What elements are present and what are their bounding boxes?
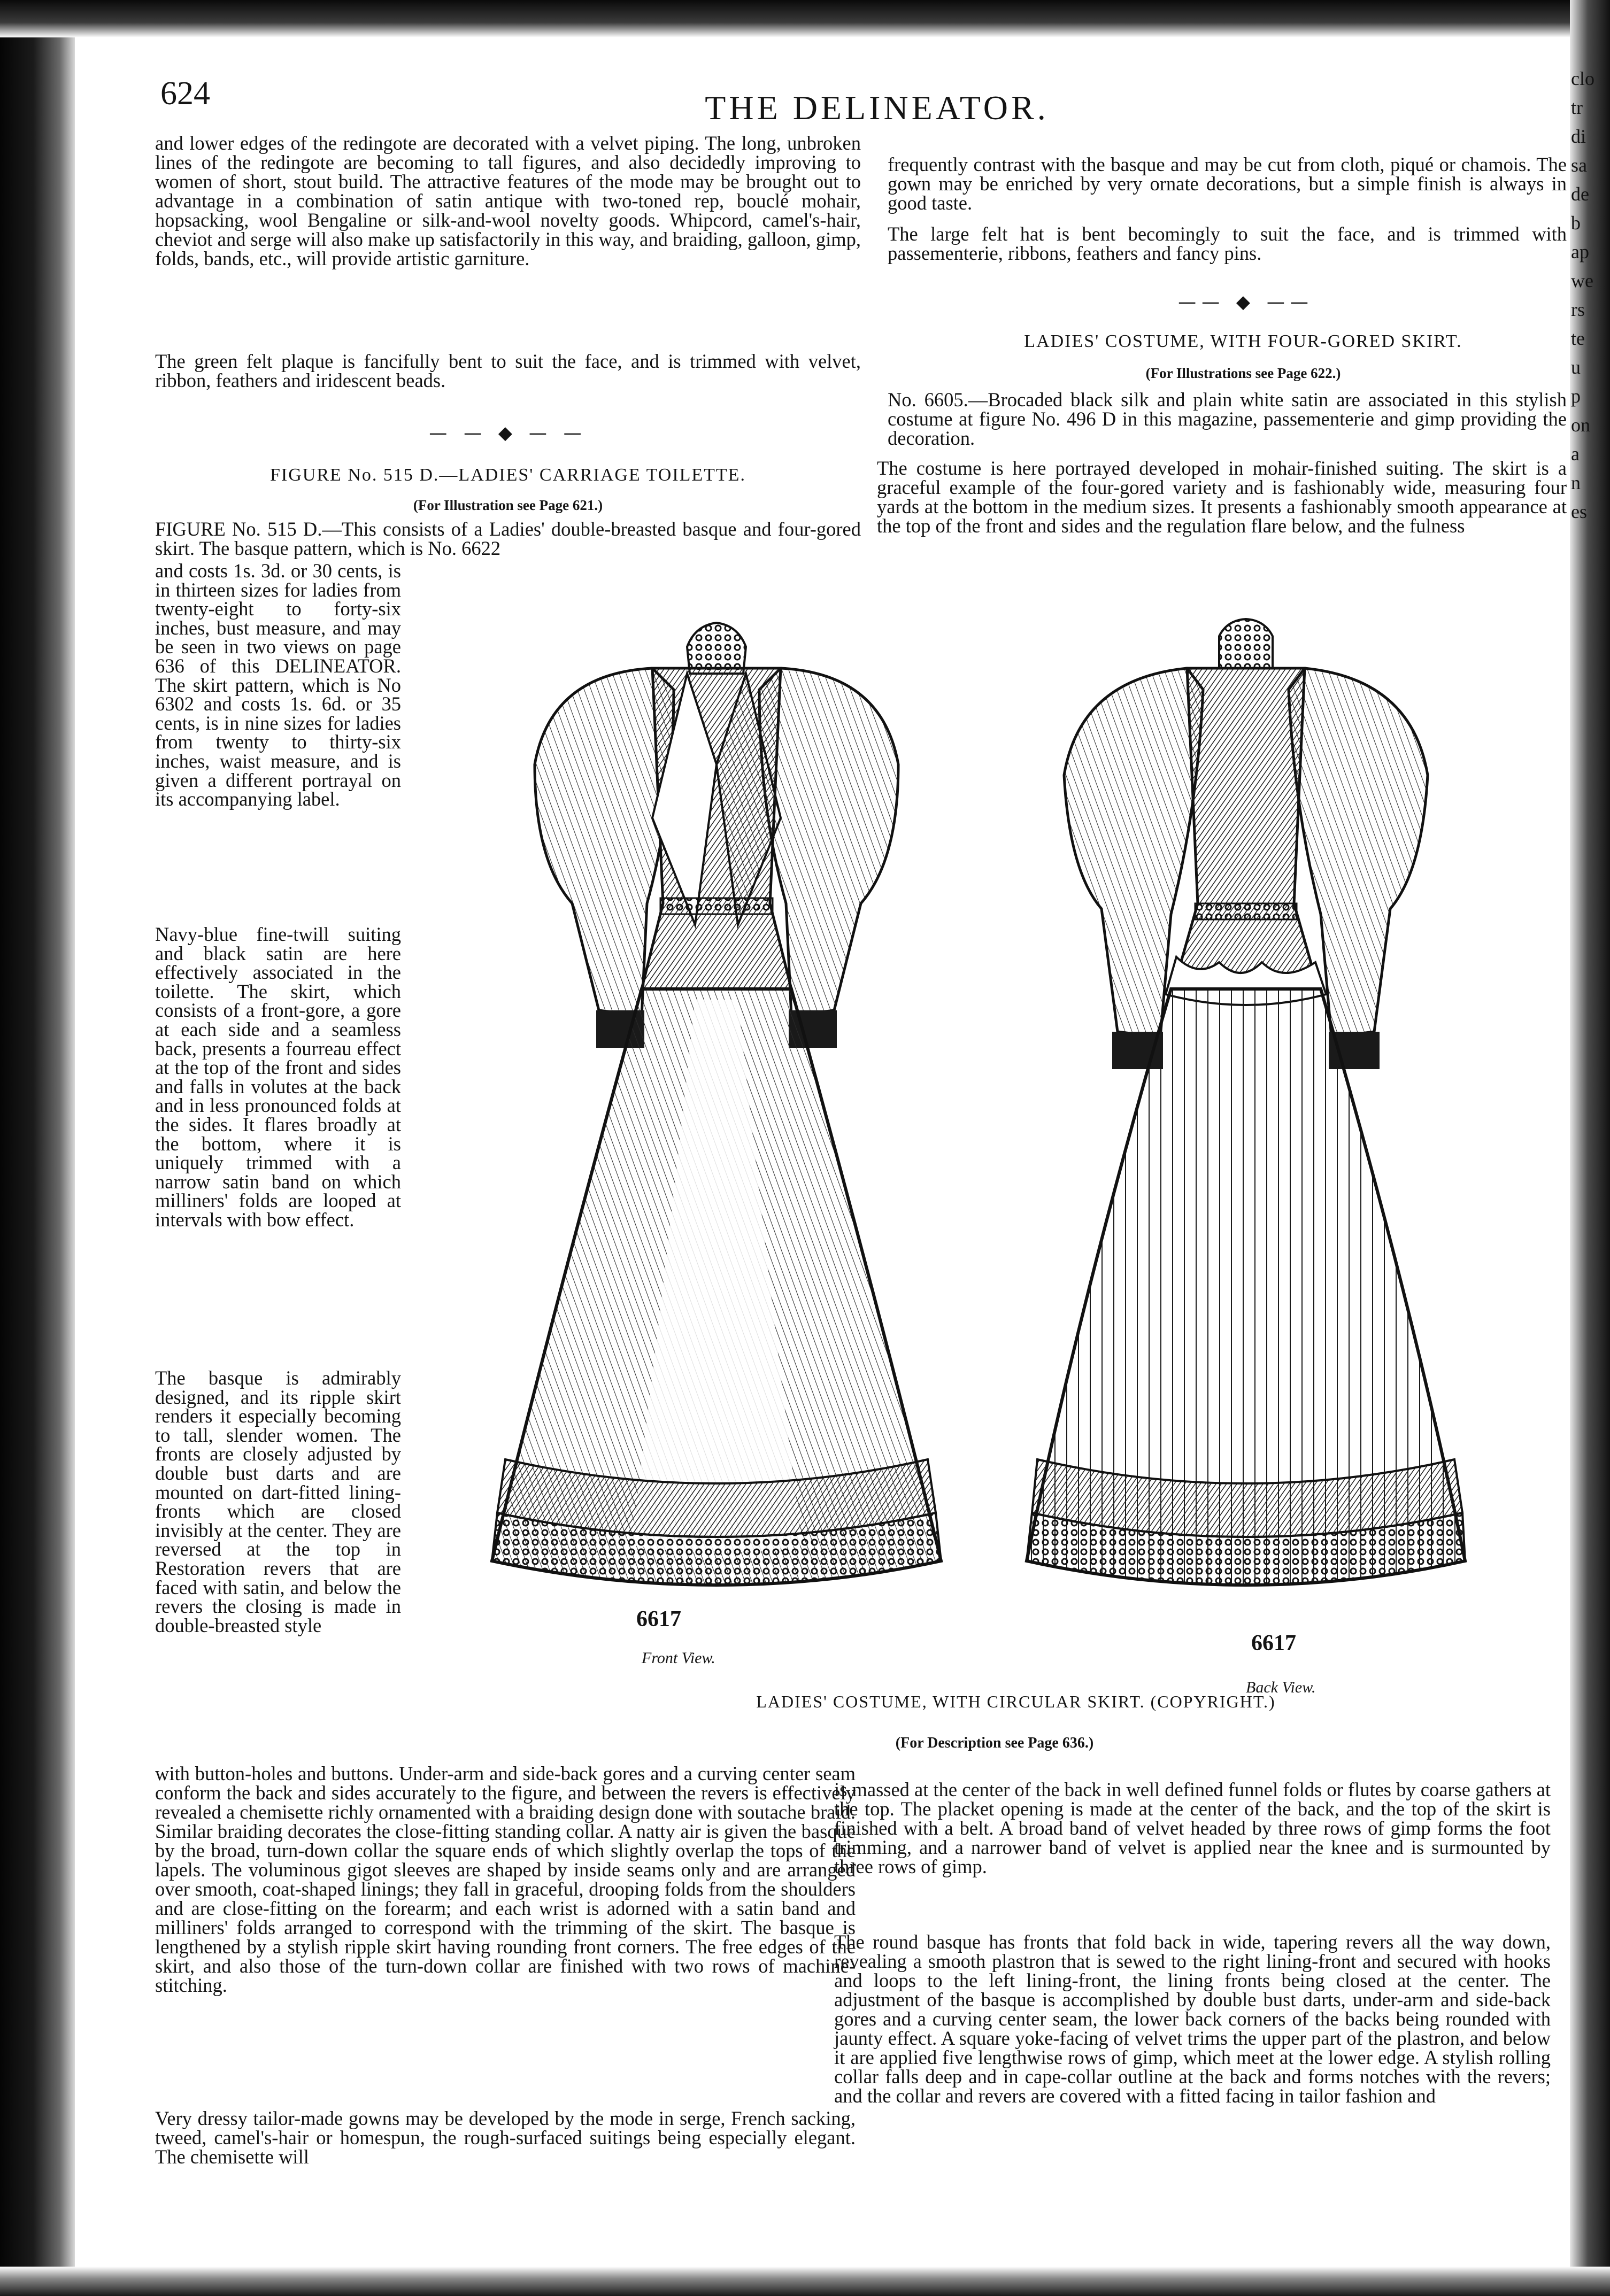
- plate-caption: LADIES' COSTUME, WITH CIRCULAR SKIRT. (COPYRIGHT.): [756, 1692, 1276, 1711]
- bleed-fragment: es: [1571, 501, 1587, 522]
- bleed-fragment: u: [1571, 357, 1581, 378]
- bleed-fragment: tr: [1571, 97, 1583, 118]
- bleed-fragment: n: [1571, 472, 1581, 493]
- scan-margin-left: [0, 0, 75, 2296]
- section-divider-ornament: — — ◆ — —: [429, 422, 587, 444]
- adjacent-page-bleed: [1571, 64, 1606, 706]
- bleed-fragment: de: [1571, 183, 1589, 205]
- bleed-fragment: te: [1571, 328, 1585, 349]
- bleed-fragment: p: [1571, 385, 1581, 407]
- left-bottom-paragraph: with button-holes and buttons. Under-arm and side-back gores and a curving center seam conform the back and sides accurately to the figure, and between the revers is effectively revealed a chemisette richly ornamented with a braiding design done with soutache braid. Similar braiding decorates the close-fitting standing collar. A natty air is given the basque by the broad, turn-down collar the square ends of which slightly overlap the tops of the lapels. The voluminous gigot sleeves are shaped by inside seams only and are arranged over smooth, coat-shaped linings; they fall in graceful, drooping folds from the shoulders and are close-fitting on the forearm; and each wrist is adorned with a satin band and milliners' folds arranged to correspond with the trimming of the skirt. The basque is lengthened by a stylish ripple skirt having rounding front corners. The free edges of the skirt, and also those of the turn-down collar are finished with two rows of machine-stitching.: [155, 1762, 856, 1996]
- back-view-figure: [1027, 619, 1465, 1585]
- bleed-fragment: we: [1571, 270, 1593, 291]
- costume-engraving: [396, 604, 1540, 1636]
- scan-margin-bottom: [0, 2267, 1610, 2296]
- narrow-column-para-2: Navy-blue fine-twill suiting and black satin are here effectively associated in the toilette. The skirt, which consists of a front-gore, a gore at each side and a seamless back, presents a fourreau effect at the top of the front and sides and falls in volutes at the back and in less pronounced folds at the sides. It flares broadly at the bottom, where it is uniquely trimmed with a narrow satin band on which milliners' folds are looped at intervals with bow effect.: [155, 923, 401, 1231]
- figure-title: FIGURE No. 515 D.—LADIES' CARRIAGE TOILETTE.: [270, 465, 746, 485]
- right-bottom-paragraph: is massed at the center of the back in well defined funnel folds or flutes by coarse gathers at the top. The placket opening is made at the center of the back, and the top of the skirt is finished with a belt. A broad band of velvet headed by three rows of gimp forms the foot trimming, and a narrower band of velvet is applied near the knee and is surmounted by three rows of gimp.: [834, 1779, 1551, 1877]
- front-view-number: 6617: [636, 1607, 681, 1632]
- left-top-paragraph-2: The green felt plaque is fancifully bent to suit the face, and is trimmed with velvet, ribbon, feathers and iridescent beads.: [155, 350, 861, 391]
- bleed-fragment: ap: [1571, 241, 1589, 262]
- bleed-fragment: b: [1571, 212, 1581, 234]
- left-bottom-paragraph-2: Very dressy tailor-made gowns may be developed by the mode in serge, French sacking, tweed, camel's-hair or homespun, the rough-surfaced suitings being especially elegant. The chemisette will: [155, 2107, 856, 2168]
- right-intro-2: The costume is here portrayed developed in mohair-finished suiting. The skirt is a graceful example of the four-gored variety and is fashionably wide, measuring four yards at the bottom in the medium sizes. It presents a fashionably smooth appearance at the top of the front and sides and the regulation flare below, and the fulness: [877, 457, 1567, 537]
- front-view-label: Front View.: [642, 1649, 715, 1667]
- bleed-fragment: rs: [1571, 299, 1585, 320]
- back-view-label: Back View.: [1246, 1679, 1316, 1696]
- narrow-column-para-1: and costs 1s. 3d. or 30 cents, is in thirteen sizes for ladies from twenty-eight to forty-six inches, bust measure, and may be seen in two views on page 636 of this DELINEATOR. The skirt pattern, which is No 6302 and costs 1s. 6d. or 35 cents, is in nine sizes for ladies from twenty to thirty-six inches, waist measure, and is given a different portrayal on its accompanying label.: [155, 560, 401, 810]
- costume-illustration: [396, 604, 1540, 1636]
- back-view-number: 6617: [1251, 1631, 1296, 1656]
- right-top-paragraph: frequently contrast with the basque and may be cut from cloth, piqué or chamois. The gown may be enriched by very ornate decorations, but a simple finish is always in good taste.: [888, 153, 1567, 214]
- left-top-paragraph: and lower edges of the redingote are decorated with a velvet piping. The long, unbroken lines of the redingote are becoming to tall figures, and also decidedly improving to women of short, stout build. The attractive features of the mode may be brought out to advantage in a combination of satin antique with two-toned rep, bouclé mohair, hopsacking, wool Bengaline or silk-and-wool novelty goods. Whipcord, camel's-hair, cheviot and serge will also make up satisfactorily in this way, and braiding, galloon, gimp, folds, bands, etc., will provide artistic garniture.: [155, 132, 861, 269]
- section-reference: (For Illustrations see Page 622.): [1145, 365, 1341, 381]
- bleed-fragment: on: [1571, 414, 1590, 436]
- scan-margin-top: [0, 0, 1610, 37]
- right-intro: No. 6605.—Brocaded black silk and plain white satin are associated in this stylish costume at figure No. 496 D in this magazine, passementerie and gimp providing the decoration.: [888, 389, 1567, 449]
- bleed-fragment: sa: [1571, 154, 1587, 176]
- bleed-fragment: clo: [1571, 68, 1594, 89]
- plate-reference: (For Description see Page 636.): [895, 1735, 1094, 1751]
- bleed-fragment: a: [1571, 443, 1580, 465]
- section-divider-ornament-2: —— ◆ ——: [1178, 291, 1314, 313]
- figure-intro: FIGURE No. 515 D.—This consists of a Ladies' double-breasted basque and four-gored skirt. The basque pattern, which is No. 6622: [155, 518, 861, 559]
- figure-reference: (For Illustration see Page 621.): [413, 497, 603, 513]
- bleed-fragment: di: [1571, 126, 1586, 147]
- narrow-column-para-3: The basque is admirably designed, and its ripple skirt renders it especially becoming to tall, slender women. The fronts are closely adjusted by double bust darts and are mounted on dart-fitted lining-fronts which are closed invisibly at the center. They are reversed at the top in Restoration revers that are faced with satin, and below the revers the closing is made in double-breasted style: [155, 1367, 401, 1636]
- running-head: THE DELINEATOR.: [705, 89, 1049, 127]
- front-view-figure: [492, 623, 941, 1585]
- right-top-paragraph-2: The large felt hat is bent becomingly to suit the face, and is trimmed with passementerie, ribbons, feathers and fancy pins.: [888, 223, 1567, 264]
- right-bottom-paragraph-2: The round basque has fronts that fold back in wide, tapering revers all the way down, revealing a smooth plastron that is sewed to the right lining-front and secured with hooks and loops to the left lining-front, the lining fronts being closed at the center. The adjustment of the basque is accomplished by double bust darts, under-arm and side-back gores and a curving center seam, the lower back corners of the backs being rounded with jaunty effect. A square yoke-facing of velvet trims the upper part of the plastron, and below it are applied five lengthwise rows of gimp, which meet at the lower edge. A stylish rolling collar falls deep and in cape-collar outline at the back and forms notches with the revers; and the collar and revers are covered with a fitted facing in tailor fashion and: [834, 1931, 1551, 2107]
- section-title: LADIES' COSTUME, WITH FOUR-GORED SKIRT.: [1024, 331, 1462, 351]
- page-number: 624: [160, 75, 210, 112]
